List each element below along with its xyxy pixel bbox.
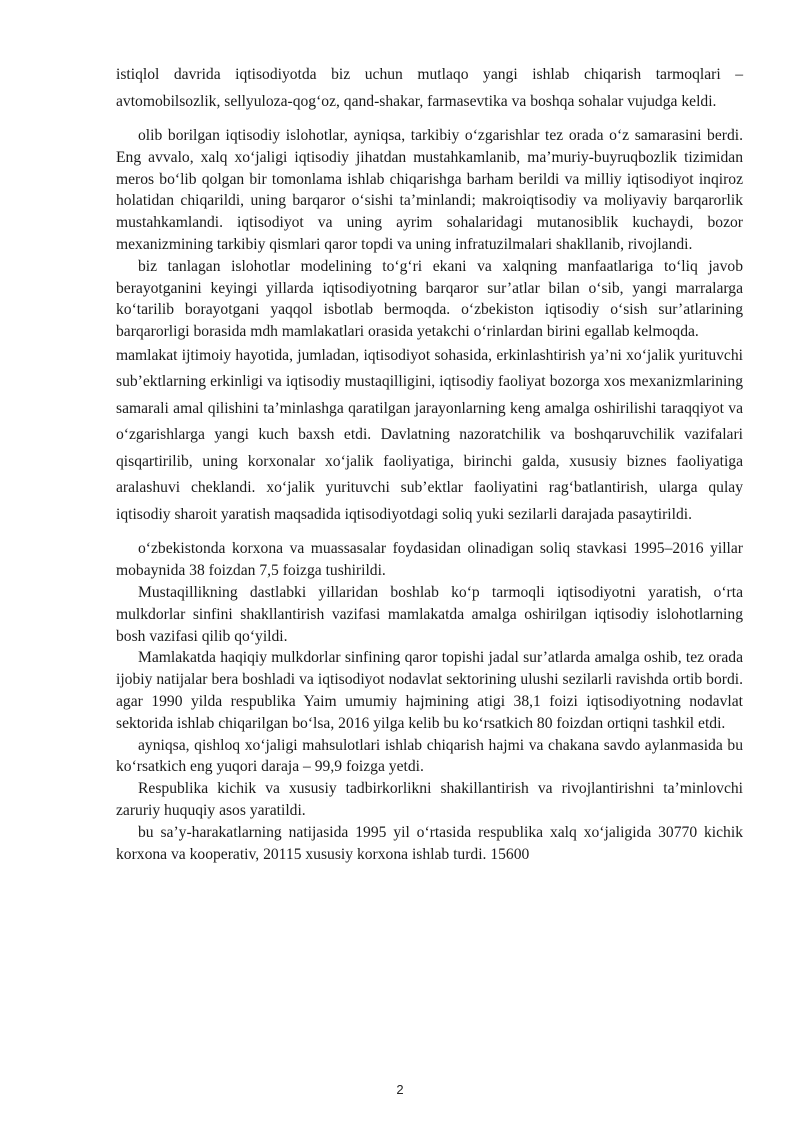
paragraph-legal-basis: Respublika kichik va xususiy tadbirkorlikni shakillantirish va rivojlantirishni ta’minlovchi zaruriy huquqiy asos yaratildi. — [116, 780, 743, 820]
paragraph-agriculture-share: ayniqsa, qishloq xo‘jaligi mahsulotlari ishlab chiqarish hajmi va chakana savdo aylanmasida bu ko‘rsatkich eng yuqori daraja – 99,9 foizga yetdi. — [116, 736, 743, 776]
paragraph-small-enterprises: bu sa’y-harakatlarning natijasida 1995 yil o‘rtasida respublika xalq xo‘jaligida 30770 kichik korxona va kooperativ, 20115 xususiy korxona ishlab turdi. 15600 — [116, 823, 743, 863]
paragraph-liberalization: mamlakat ijtimoiy hayotida, jumladan, iqtisodiyot sohasida, erkinlashtirish ya’ni xo‘jalik yurituvchi sub’ektlarning erkinligi va iqtisodiy mustaqilligini, iqtisodiy faoliyat bozorga xos mexanizmlarining samarali amal qilishini ta’minlashga qaratilgan jarayonlarning keng amalga oshirilishi taraqqiyot va o‘zgarishlarga yangi kuch baxsh etdi. Davlatning nazoratchilik va boshqaruvchilik vazifalari qisqartirilib, uning korxonalar xo‘jalik faoliyatiga, birinchi galda, xususiy biznes faoliyatiga aralashuvi cheklandi. xo‘jalik yurituvchi sub’ektlar faoliyatini rag‘batlantirish, ularga qulay iqtisodiy sharoit yaratish maqsadida iqtisodiyotdagi soliq yuki sezilarli darajada pasaytirildi. — [116, 346, 743, 523]
paragraph-reforms-results: olib borilgan iqtisodiy islohotlar, ayniqsa, tarkibiy o‘zgarishlar tez orada o‘z samarasini berdi. Eng avvalo, xalq xo‘jaligi iqtisodiy jihatdan mustahkamlanib, ma’muriy-buyruqbozlik tizimidan meros bo‘lib qolgan bir tomonlama ishlab chiqarishga barham berildi va milliy iqtisodiyot inqiroz holatidan chiqarildi, uning barqaror o‘sishi ta’minlandi; makroiqtisodiy va moliyaviy barqarorlik mustahkamlandi. iqtisodiyot va uning ayrim sohalaridagi mutanosiblik kuchaydi, bozor mexanizmining tarkibiy qismlari qaror topdi va uning infratuzilmalari shakllanib, rivojlandi. — [116, 127, 743, 253]
page-number: 2 — [396, 1082, 404, 1097]
document-page — [116, 62, 743, 865]
paragraph-tax-rate: o‘zbekistonda korxona va muassasalar foydasidan olinadigan soliq stavkasi 1995–2016 yillar mobaynida 38 foizdan 7,5 foizga tushirildi. — [116, 540, 743, 580]
paragraph-reform-model: biz tanlagan islohotlar modelining to‘g‘ri ekani va xalqning manfaatlariga to‘liq javob berayotganini keyingi yillarda iqtisodiyotning barqaror sur’atlar bilan o‘sib, yangi marralarga ko‘tarilib borayotgani yaqqol isbotlab bermoqda. o‘zbekiston iqtisodiy o‘sish sur’atlarining barqarorligi borasida mdh mamlakatlari orasida yetakchi o‘rinlardan birini egallab kelmoqda. — [116, 257, 743, 341]
paragraph-property-owners: Mamlakatda haqiqiy mulkdorlar sinfining qaror topishi jadal sur’atlarda amalga oshib, tez orada ijobiy natijalar bera boshladi va iqtisodiyot nodavlat sektorining ulushi sezilarli ravishda ortib bordi. agar 1990 yilda respublika Yaim umumiy hajmining atigi 38,1 foizi iqtisodiyotning nodavlat sektorida ishlab chiqarilgan bo‘lsa, 2016 yilga kelib bu ko‘rsatkich 80 foizdan ortiqni tashkil etdi. — [116, 649, 743, 732]
paragraph-multisector-economy: Mustaqillikning dastlabki yillaridan boshlab ko‘p tarmoqli iqtisodiyotni yaratish, o‘rta mulkdorlar sinfini shakllantirish vazifasi mamlakatda amalga oshirilgan iqtisodiy islohotlarning bosh vazifasi qilib qo‘yildi. — [116, 584, 743, 645]
paragraph-new-industries: istiqlol davrida iqtisodiyotda biz uchun mutlaqo yangi ishlab chiqarish tarmoqlari – avtomobilsozlik, sellyuloza-qog‘oz, qand-shakar, farmasevtika va boshqa sohalar vujudga keldi. — [116, 66, 743, 110]
